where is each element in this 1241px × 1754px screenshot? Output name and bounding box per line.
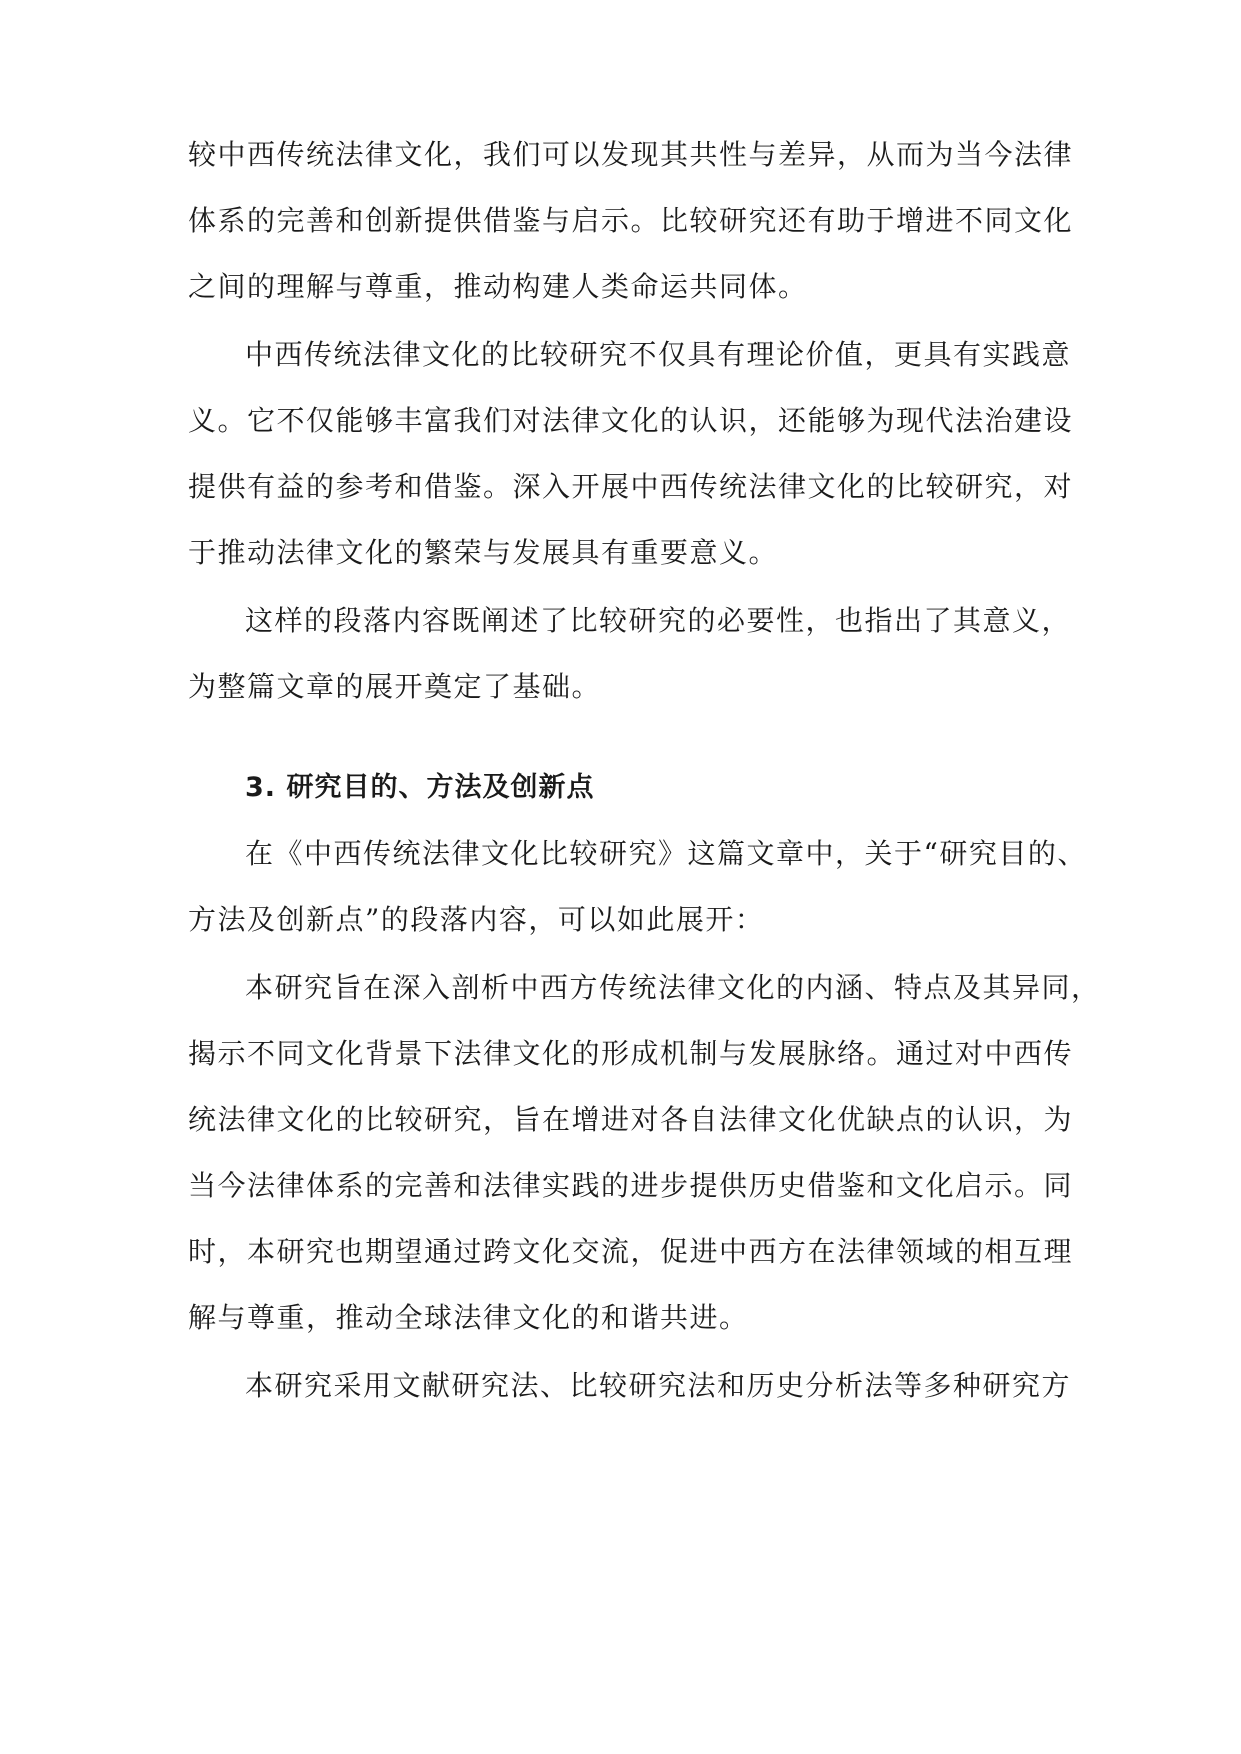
text-line: 中西传统法律文化的比较研究不仅具有理论价值，更具有实践意 (245, 338, 1072, 371)
text-line: 之间的理解与尊重，推动构建人类命运共同体。 (188, 270, 808, 303)
text-line: 于推动法律文化的繁荣与发展具有重要意义。 (188, 536, 779, 569)
text-line: 义。它不仅能够丰富我们对法律文化的认识，还能够为现代法治建设 (188, 404, 1074, 437)
text-line: 本研究旨在深入剖析中西方传统法律文化的内涵、特点及其异同， (245, 971, 1101, 1004)
text-line: 时，本研究也期望通过跨文化交流，促进中西方在法律领域的相互理 (188, 1235, 1074, 1268)
text-line: 本研究采用文献研究法、比较研究法和历史分析法等多种研究方 (245, 1369, 1072, 1402)
text-line: 提供有益的参考和借鉴。深入开展中西传统法律文化的比较研究，对 (188, 470, 1074, 503)
text-line: 解与尊重，推动全球法律文化的和谐共进。 (188, 1301, 749, 1334)
text-line: 当今法律体系的完善和法律实践的进步提供历史借鉴和文化启示。同 (188, 1169, 1074, 1202)
text-line: 较中西传统法律文化，我们可以发现其共性与差异，从而为当今法律 (188, 138, 1074, 171)
text-line: 统法律文化的比较研究，旨在增进对各自法律文化优缺点的认识，为 (188, 1103, 1074, 1136)
text-line: 体系的完善和创新提供借鉴与启示。比较研究还有助于增进不同文化 (188, 204, 1074, 237)
section-heading: 3. 研究目的、方法及创新点 (245, 772, 595, 803)
text-line: 揭示不同文化背景下法律文化的形成机制与发展脉络。通过对中西传 (188, 1037, 1074, 1070)
text-line: 在《中西传统法律文化比较研究》这篇文章中，关于“研究目的、 (245, 837, 1087, 870)
text-line: 这样的段落内容既阐述了比较研究的必要性，也指出了其意义， (245, 604, 1072, 637)
text-line: 为整篇文章的展开奠定了基础。 (188, 670, 602, 703)
text-line: 方法及创新点”的段落内容，可以如此展开： (188, 903, 765, 936)
